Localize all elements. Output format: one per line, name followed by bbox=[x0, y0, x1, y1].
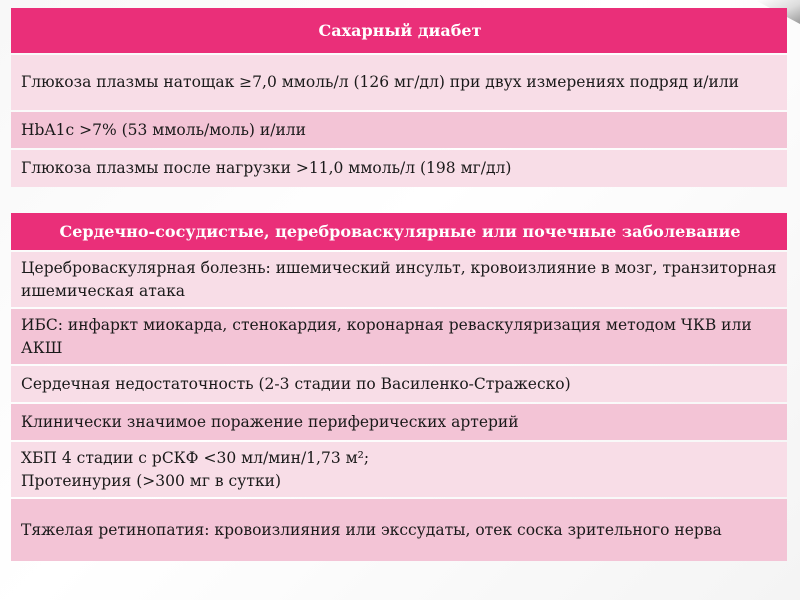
table-row bbox=[11, 309, 787, 364]
table-cell: Клинически значимое поражение периферических артерий bbox=[11, 404, 787, 440]
table-cell: Тяжелая ретинопатия: кровоизлияния или экссудаты, отек соска зрительного нерва bbox=[11, 499, 787, 561]
table-row bbox=[11, 112, 787, 148]
table-cell: Сердечная недостаточность (2-3 стадии по Василенко-Стражеско) bbox=[11, 366, 787, 402]
table-row bbox=[11, 499, 787, 561]
cvd-table-header: Сердечно-сосудистые, цереброваскулярные или почечные заболевание bbox=[11, 213, 787, 250]
table-cell: Глюкоза плазмы после нагрузки >11,0 ммоль/л (198 мг/дл) bbox=[11, 150, 787, 187]
table-row bbox=[11, 150, 787, 187]
table-row bbox=[11, 442, 787, 497]
table-row bbox=[11, 55, 787, 110]
ckd-line: ХБП 4 стадии с рСКФ <30 мл/мин/1,73 м²; bbox=[21, 448, 370, 467]
diabetes-table bbox=[11, 6, 787, 189]
table-cell: ИБС: инфаркт миокарда, стенокардия, коронарная реваскуляризация методом ЧКВ или АКШ bbox=[11, 309, 787, 364]
table-cell: HbA1c >7% (53 ммоль/моль) и/или bbox=[11, 112, 787, 148]
table-cell: Глюкоза плазмы натощак ≥7,0 ммоль/л (126 мг/дл) при двух измерениях подряд и/или bbox=[11, 55, 787, 110]
table-row bbox=[11, 366, 787, 402]
table-cell: Цереброваскулярная болезнь: ишемический инсульт, кровоизлияние в мозг, транзиторная ишемическая атака bbox=[11, 252, 787, 307]
table-cell bbox=[11, 442, 787, 497]
proteinuria-line: Протеинурия (>300 мг в сутки) bbox=[21, 471, 282, 490]
table-row bbox=[11, 252, 787, 307]
cvd-table bbox=[11, 211, 787, 563]
diabetes-table-header: Сахарный диабет bbox=[11, 8, 787, 53]
table-row bbox=[11, 404, 787, 440]
